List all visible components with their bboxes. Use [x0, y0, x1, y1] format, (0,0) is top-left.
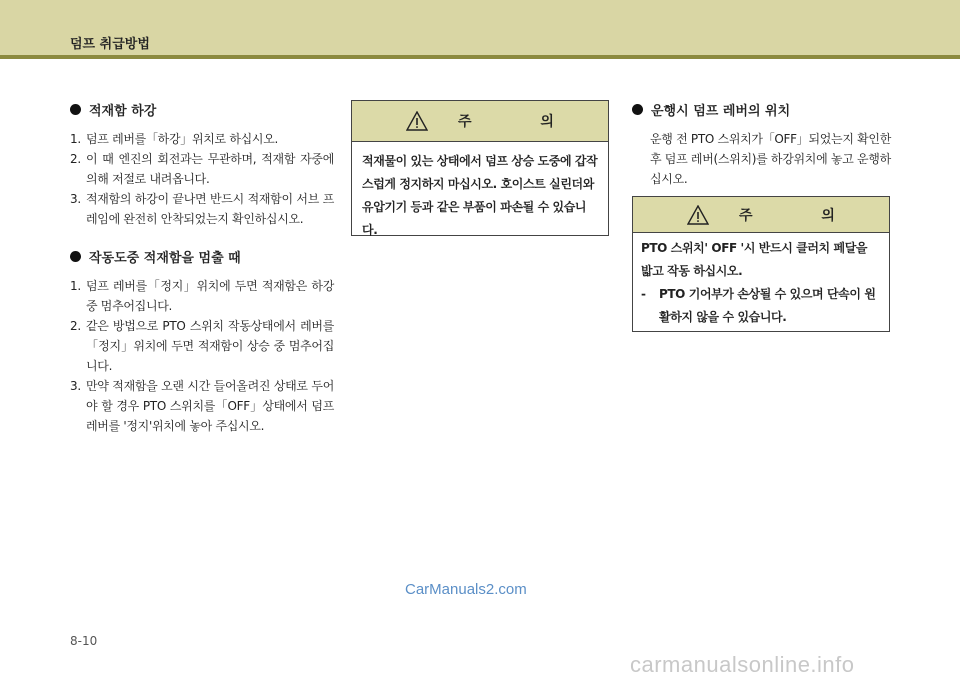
warning-triangle-icon: [406, 111, 428, 131]
driving-paragraph: 운행 전 PTO 스위치가「OFF」되었는지 확인한 후 덤프 레버(스위치)를 하강위치에 놓고 운행하십시오.: [650, 132, 892, 186]
caution-note: - PTO 기어부가 손상될 수 있으며 단속이 원활하지 않을 수 있습니다.: [641, 287, 876, 324]
bullet-icon: [70, 104, 81, 115]
caution-box-pto: [632, 196, 890, 332]
caution-title: 주 의: [739, 207, 867, 224]
header-bar: [0, 0, 960, 55]
section-stop-title: 작동도중 적재함을 멈출 때: [70, 247, 334, 266]
section-driving-title: 운행시 덤프 레버의 위치: [632, 100, 892, 119]
list-item: 1. 덤프 레버를「정지」위치에 두면 적재함은 하강 중 멈추어집니다.: [70, 279, 334, 313]
bullet-icon: [70, 251, 81, 262]
list-item: 2. 이 때 엔진의 회전과는 무관하며, 적재함 자중에 의해 저절로 내려옵니다.: [70, 152, 334, 186]
page-number: 8-10: [70, 634, 98, 648]
caution-content: [633, 233, 889, 333]
list-item: 2. 같은 방법으로 PTO 스위치 작동상태에서 레버를「정지」위치에 두면 적재함이 상승 중 멈추어집니다.: [70, 319, 334, 373]
caution-header: [633, 197, 889, 233]
caution-text: 적재물이 있는 상태에서 덤프 상승 도중에 갑작스럽게 정지하지 마십시오. 호이스트 실린더와 유압기기 등과 같은 부품이 파손될 수 있습니다.: [362, 154, 598, 237]
header-title: 덤프 취급방법: [70, 37, 150, 52]
list-item: 3. 만약 적재함을 오랜 시간 들어올려진 상태로 두어야 할 경우 PTO 스위치를「OFF」상태에서 덤프 레버를 '정지'위치에 놓아 주십시오.: [70, 379, 334, 433]
caution-header: [352, 101, 608, 142]
bullet-icon: [632, 104, 643, 115]
list-item: 1. 덤프 레버를「하강」위치로 하십시오.: [70, 132, 279, 146]
caution-text: PTO 스위치' OFF '시 반드시 클러치 페달을 밟고 작동 하십시오.: [641, 241, 868, 278]
warning-triangle-icon: [687, 205, 709, 225]
list-item: 3. 적재함의 하강이 끝나면 반드시 적재함이 서브 프레임에 완전히 안착되었는지 확인하십시오.: [70, 192, 334, 226]
section-lowering-title: 적재함 하강: [70, 100, 334, 119]
footer-site-text: carmanualsonline.info: [630, 652, 855, 677]
header-divider: [0, 55, 960, 59]
right-column: [632, 100, 892, 189]
caution-box-lifting: [351, 100, 609, 236]
watermark-text: CarManuals2.com: [405, 581, 527, 598]
left-column: [70, 100, 334, 436]
caution-title: 주 의: [458, 114, 586, 130]
